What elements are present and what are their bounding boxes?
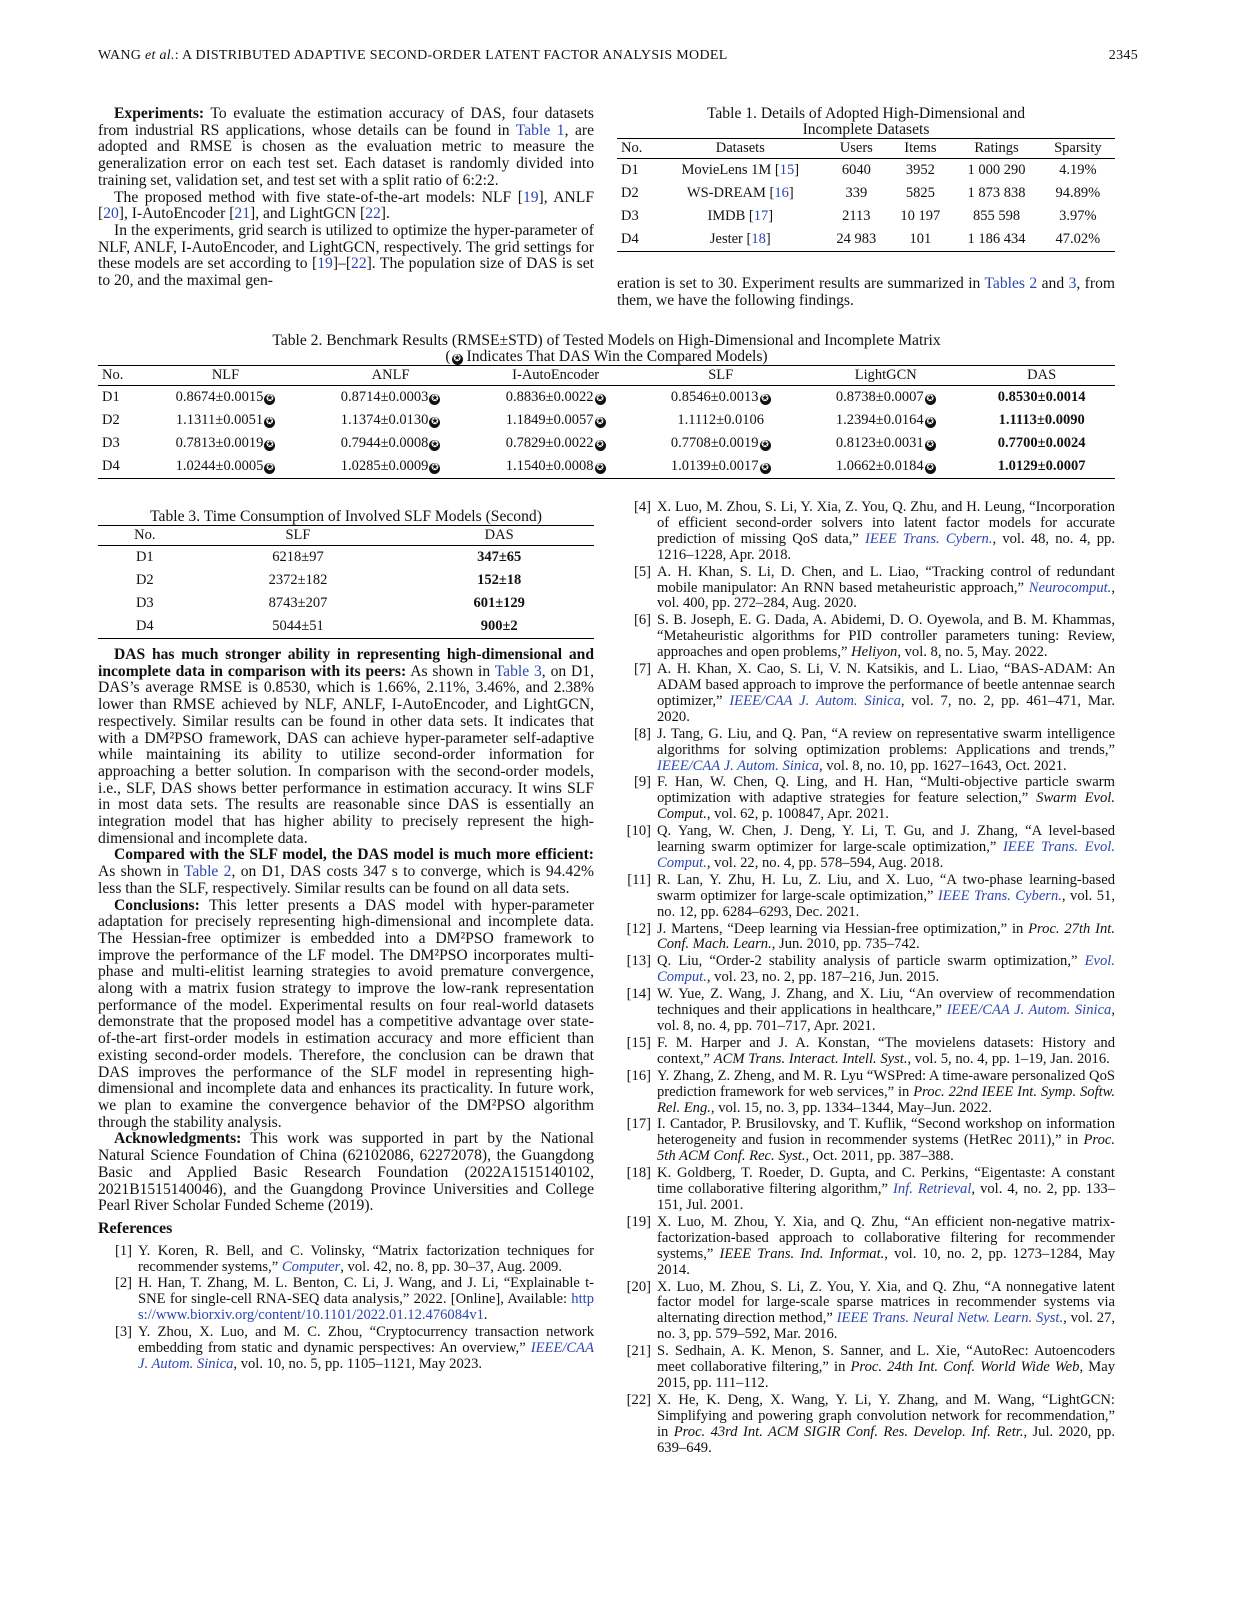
reference-item: [16] Y. Zhang, Z. Zheng, and M. R. Lyu “WSPred: A time-aware personalized QoS prediction framework for web services,” in Proc. 22nd IEEE Int. Symp. Softw. Rel. Eng., vol. 15, no. 3, pp. 1334–1344, May–Jun. 2022. <box>626 1067 1115 1116</box>
table2-header: I-AutoEncoder <box>473 366 638 386</box>
star-icon: ✪ <box>431 394 439 404</box>
table3-link[interactable]: 3 <box>1068 275 1077 292</box>
journal-link[interactable]: Inf. Retrieval <box>893 1181 972 1198</box>
reference-item: [21] S. Sedhain, A. K. Menon, S. Sanner, and L. Xie, “AutoRec: Autoencoders meet collaborative filtering,” in Proc. 24th Int. Conf. World Wide Web, May 2015, pp. 111–112. <box>626 1343 1115 1391</box>
ref-link[interactable]: 17 <box>753 208 769 224</box>
cell: 1.1849±0.0057 ✪ <box>505 412 604 428</box>
reference-item: [1] Y. Koren, R. Bell, and C. Volinsky, “Matrix factorization techniques for recommender systems,” Computer, vol. 42, no. 8, pp. 30–37, Aug. 2009. <box>114 1242 594 1275</box>
reference-item: [19] X. Luo, M. Zhou, Y. Xia, and Q. Zhu, “An efficient non-negative matrix-factorization-based approach to collaborative filtering for recommender systems,” IEEE Trans. Ind. Informat., vol. 10, no. 2, pp. 1273–1284, May 2014. <box>626 1213 1115 1278</box>
references-list-right <box>617 500 1115 1457</box>
page-number: 2345 <box>1108 48 1138 63</box>
table-row <box>98 432 1115 455</box>
journal-link[interactable]: Computer <box>281 1258 341 1275</box>
table-row <box>98 569 594 592</box>
cell: D2 <box>621 185 639 201</box>
ref-link[interactable]: 18 <box>751 231 766 247</box>
results-intro <box>617 276 1115 309</box>
table-row <box>617 228 1115 252</box>
findings-section <box>98 647 594 1374</box>
references-list-left <box>98 1244 594 1373</box>
table-row <box>617 205 1115 228</box>
table-2 <box>98 333 1115 479</box>
table3-grid <box>98 525 594 639</box>
cell: 0.7944±0.0008 ✪ <box>340 435 439 451</box>
journal-link[interactable]: IEEE/CAA J. Autom. Sinica <box>138 1340 594 1372</box>
cell: 6040 <box>841 162 871 178</box>
ref-link[interactable]: 16 <box>774 185 789 201</box>
grid-search-paragraph: In the experiments, grid search is utilized to optimize the hyper-parameter of NLF, ANLF, I-AutoEncoder, and LightGCN, respectively. The grid settings for these models are set according to [19]–[22]. The population size of DAS is set to 20, and the maximal gen- <box>98 221 594 290</box>
star-icon: ✪ <box>431 440 439 450</box>
star-icon: ✪ <box>431 463 439 473</box>
cell: 1.0129±0.0007 <box>968 455 1115 479</box>
journal-link[interactable]: Neurocomput. <box>1028 579 1112 596</box>
reference-item: [11] R. Lan, Y. Zhu, H. Lu, Z. Liu, and X. Luo, “A two-phase learning-based swarm optimizer for large-scale optimization,” IEEE Trans. Cybern., vol. 51, no. 12, pp. 6284–6293, Dec. 2021. <box>627 871 1115 920</box>
journal-link[interactable]: IEEE Trans. Evol. Comput. <box>657 839 1115 871</box>
cell: 1.1311±0.0051 ✪ <box>175 412 274 428</box>
table3-caption: Table 3. Time Consumption of Involved SLF Models (Second) <box>150 508 542 525</box>
table3-header: SLF <box>192 526 405 546</box>
reference-item: [3] Y. Zhou, X. Luo, and M. C. Zhou, “Cryptocurrency transaction network embedding from static and dynamic perspectives: An overview,” IEEE/CAA J. Autom. Sinica, vol. 10, no. 5, pp. 1105–1121, May 2023. <box>114 1324 594 1372</box>
cell: 1 000 290 <box>967 162 1026 178</box>
journal-link[interactable]: IEEE Trans. Cybern. <box>865 530 993 547</box>
cell: D1 <box>135 549 154 565</box>
conclusions: Conclusions: This letter presents a DAS model with hyper-parameter adaptation for precisely representing high-dimensional and incomplete data. The Hessian-free optimizer is embedded into a DM²PSO framework to improve the performance of the LF model. The DM²PSO incorporates multi-phase and multi-elitist learning strategies to avoid premature convergence, along with a matrix fusion strategy to improve the low-rank representation performance of the model. Experimental results on four real-world datasets demonstrate that the proposed model has a competitive advantage over state-of-the-art first-order models in estimation accuracy and more efficient than existing second-order models. Therefore, the conclusion can be drawn that DAS improves the performance of the SLF model in representing high-dimensional and incomplete data and enhances its practicality. In future work, we plan to examine the convergence behavior of the DM²PSO algorithm through the stability analysis. <box>98 896 594 1131</box>
reference-item: [4] X. Luo, M. Zhou, S. Li, Y. Xia, Z. You, Q. Zhu, and H. Leung, “Incorporation of efficient second-order solvers into latent factor models for accurate prediction of missing QoS data,” IEEE Trans. Cybern., vol. 48, no. 4, pp. 1216–1228, Apr. 2018. <box>633 499 1116 563</box>
reference-item: [22] X. He, K. Deng, X. Wang, Y. Li, Y. Zhang, and M. Wang, “LightGCN: Simplifying and powering graph convolution network for recommendation,” in Proc. 43rd Int. ACM SIGIR Conf. Res. Develop. Inf. Retr., Jul. 2020, pp. 639–649. <box>626 1391 1116 1456</box>
cell: D2 <box>135 572 154 588</box>
star-icon: ✪ <box>761 463 769 473</box>
table2-header: ANLF <box>308 366 473 386</box>
cell: 152±18 <box>477 572 522 588</box>
cell: 855 598 <box>972 208 1021 224</box>
star-icon: ✪ <box>266 440 274 450</box>
star-icon: ✪ <box>265 417 274 427</box>
cell: 0.8546±0.0013 ✪ <box>670 389 769 405</box>
cell: 1 873 838 <box>967 185 1026 201</box>
cell: D1 <box>621 162 639 178</box>
table2-link[interactable]: Tables 2 <box>984 275 1038 292</box>
cell: 0.8123±0.0031 ✪ <box>835 435 934 451</box>
cell: 0.8674±0.0015 ✪ <box>175 389 274 405</box>
table1-header: Datasets <box>656 139 824 159</box>
table-row <box>98 592 594 615</box>
table1-header: Ratings <box>952 139 1040 159</box>
cell: WS-DREAM [16] <box>686 185 794 201</box>
cell: 5044±51 <box>192 615 405 639</box>
table3-link[interactable]: Table 3 <box>494 662 542 680</box>
table2-header: NLF <box>143 366 308 386</box>
table1-link[interactable]: Table 1 <box>515 121 565 139</box>
cell: 101 <box>888 228 952 252</box>
experiments-section <box>98 106 594 290</box>
table1-grid <box>617 138 1115 252</box>
cell: 1.0662±0.0184 ✪ <box>803 455 968 479</box>
star-icon: ✪ <box>453 354 461 364</box>
table2-grid <box>98 365 1115 479</box>
star-icon: ✪ <box>926 440 934 450</box>
table-1 <box>617 106 1115 252</box>
ref-link[interactable]: 19 <box>522 188 539 206</box>
cell: MovieLens 1M [15] <box>681 162 800 178</box>
reference-item: [20] X. Luo, M. Zhou, S. Li, Z. You, Y. Xia, and Q. Zhu, “A nonnegative latent factor model for large-scale sparse matrices in recommender systems via alternating direction method,” IEEE Trans. Neural Netw. Learn. Syst., vol. 27, no. 3, pp. 579–592, Mar. 2016. <box>626 1278 1115 1343</box>
experiments-paragraph: Experiments: To evaluate the estimation accuracy of DAS, four datasets from industrial RS applications, whose details can be found in Table 1, are adopted and RMSE is chosen as the evaluation metric to measure the generalization error on each test set. Each dataset is randomly divided into training set, validation set, and test set with a split ratio of 6:2:2. <box>98 105 595 189</box>
star-icon: ✪ <box>431 417 439 427</box>
references-title: References <box>98 1219 173 1237</box>
cell: 2113 <box>842 208 871 224</box>
cell: 1.0285±0.0009 ✪ <box>308 455 473 479</box>
star-icon: ✪ <box>926 417 934 427</box>
cell: Jester [18] <box>656 228 824 252</box>
cell: 0.8738±0.0007 ✪ <box>835 389 934 405</box>
cell: 1.1112±0.0106 <box>677 412 765 428</box>
cell: 47.02% <box>1041 228 1115 252</box>
acknowledgments: Acknowledgments: This work was supported in part by the National Natural Science Foundation of China (62102086, 62272078), the Guangdong Basic and Applied Basic Research Foundation (2022A1515140102, 2021B1515140046), and the Guangdong Province Universities and College Pearl River Scholar Funded Scheme (2019). <box>98 1130 594 1215</box>
star-icon: ✪ <box>761 440 769 450</box>
table-row <box>98 455 1115 479</box>
cell: 3952 <box>905 162 935 178</box>
reference-item: [14] W. Yue, Z. Wang, J. Zhang, and X. Liu, “An overview of recommendation techniques and their applications in healthcare,” IEEE/CAA J. Autom. Sinica, vol. 8, no. 4, pp. 701–717, Apr. 2021. <box>626 986 1116 1034</box>
cell: 24 983 <box>824 228 888 252</box>
journal-link[interactable]: IEEE/CAA J. Autom. Sinica <box>657 757 819 774</box>
cell: 1.2394±0.0164 ✪ <box>835 412 934 428</box>
ref-link[interactable]: 22 <box>365 205 381 223</box>
reference-item: [13] Q. Liu, “Order-2 stability analysis of particle swarm optimization,” Evol. Comput., vol. 23, no. 2, pp. 187–216, Jun. 2015. <box>626 953 1115 986</box>
star-icon: ✪ <box>266 394 274 404</box>
table-row <box>617 159 1115 183</box>
ref-link[interactable]: 20 <box>103 205 119 223</box>
reference-item: [7] A. H. Khan, X. Cao, S. Li, V. N. Katsikis, and L. Liao, “BAS-ADAM: An ADAM based approach to improve the performance of beetle antennae search optimizer,” IEEE/CAA J. Autom. Sinica, vol. 7, no. 2, pp. 461–471, Mar. 2020. <box>633 661 1115 725</box>
journal-link[interactable]: IEEE/CAA J. Autom. Sinica <box>946 1002 1112 1019</box>
reference-item: [2] H. Han, T. Zhang, M. L. Benton, C. Li, J. Wang, and J. Li, “Explainable t-SNE for single-cell RNA-SEQ data analysis,” 2022. [Online], Available: https://www.biorxiv.org/content/10.1101/2022.01.12.476084v1. <box>114 1275 594 1324</box>
star-icon: ✪ <box>596 417 604 427</box>
cell: 347±65 <box>477 549 522 565</box>
table-row <box>617 182 1115 205</box>
ref-link[interactable]: 19 <box>317 255 333 273</box>
cell: 3.97% <box>1059 208 1097 224</box>
star-icon: ✪ <box>926 394 934 404</box>
cell: 94.89% <box>1055 185 1101 201</box>
cell: 6218±97 <box>272 549 324 565</box>
star-icon: ✪ <box>596 463 604 473</box>
cell: 339 <box>845 185 868 201</box>
star-icon: ✪ <box>266 463 274 473</box>
cell: 0.7700±0.0024 <box>997 435 1086 451</box>
table1-header: No. <box>617 139 656 159</box>
table2-header: SLF <box>638 366 803 386</box>
cell: 1.0139±0.0017 ✪ <box>638 455 803 479</box>
ref-link[interactable]: 21 <box>234 205 250 223</box>
cell: 900±2 <box>404 615 594 639</box>
table3-header: DAS <box>404 526 594 546</box>
table1-header: Items <box>888 139 952 159</box>
table2-caption: Table 2. Benchmark Results (RMSE±STD) of Tested Models on High-Dimensional and Incomplete Matrix ( ✪ Indicates That DAS Win the Compared Models) <box>272 332 941 365</box>
cell: IMDB [17] <box>707 208 774 224</box>
reference-item: [10] Q. Yang, W. Chen, J. Deng, Y. Li, T. Gu, and J. Zhang, “A level-based learning swarm optimizer for large-scale optimization,” IEEE Trans. Evol. Comput., vol. 22, no. 4, pp. 578–594, Aug. 2018. <box>626 823 1115 871</box>
table1-header: Users <box>824 139 888 159</box>
cell: 1.1113±0.0090 <box>998 412 1085 428</box>
cell: 0.8714±0.0003 ✪ <box>340 389 439 405</box>
cell: D2 <box>102 412 120 428</box>
table-row <box>98 546 594 570</box>
reference-item: [18] K. Goldberg, T. Roeder, D. Gupta, and C. Perkins, “Eigentaste: A constant time collaborative filtering algorithm,” Inf. Retrieval, vol. 4, no. 2, pp. 133–151, Jul. 2001. <box>626 1165 1115 1213</box>
table2-link[interactable]: Table 2 <box>183 863 232 881</box>
table2-header: LightGCN <box>803 366 968 386</box>
cell: 0.8836±0.0022 ✪ <box>505 389 604 405</box>
table-row <box>98 409 1115 432</box>
cell: 0.7708±0.0019 ✪ <box>670 435 769 451</box>
star-icon: ✪ <box>596 394 604 404</box>
reference-item: [5] A. H. Khan, S. Li, D. Chen, and L. Liao, “Tracking control of redundant mobile manipulator: An RNN based metaheuristic approach,” Neurocomput., vol. 400, pp. 272–284, Aug. 2020. <box>633 563 1115 612</box>
cell: D3 <box>621 208 639 224</box>
journal-link[interactable]: IEEE Trans. Neural Netw. Learn. Syst. <box>836 1310 1064 1327</box>
cell: D4 <box>98 455 143 479</box>
cell: 10 197 <box>900 208 941 224</box>
cell: 4.19% <box>1059 162 1097 178</box>
journal-link[interactable]: Evol. Comput. <box>657 953 1115 986</box>
cell: 1.1540±0.0008 ✪ <box>473 455 638 479</box>
table1-caption: Table 1. Details of Adopted High-Dimensional and Incomplete Datasets <box>706 105 1026 138</box>
journal-link[interactable]: IEEE/CAA J. Autom. Sinica <box>729 692 901 709</box>
header-title: WANG et al.: A DISTRIBUTED ADAPTIVE SECOND-ORDER LATENT FACTOR ANALYSIS MODEL <box>98 48 728 63</box>
cell: 601±129 <box>473 595 525 611</box>
results-intro-text: eration is set to 30. Experiment results are summarized in Tables 2 and 3, from them, we have the following findings. <box>617 275 1115 309</box>
table-3 <box>98 509 594 639</box>
star-icon: ✪ <box>761 394 769 404</box>
cell: D3 <box>135 595 154 611</box>
ref-link[interactable]: 15 <box>779 162 795 178</box>
cell: D4 <box>617 228 656 252</box>
cell: D3 <box>102 435 120 451</box>
star-icon: ✪ <box>596 440 604 450</box>
star-icon: ✪ <box>926 463 934 473</box>
table2-header: No. <box>98 366 143 386</box>
reference-item: [6] S. B. Joseph, E. G. Dada, A. Abidemi, D. O. Oyewola, and B. M. Khammas, “Metaheuristic algorithms for PID controller parameters tuning: Review, approaches and open problems,” Heliyon, vol. 8, no. 5, May. 2022. <box>633 612 1115 661</box>
table-row <box>98 615 594 639</box>
table2-header: DAS <box>968 366 1115 386</box>
table1-header: Sparsity <box>1041 139 1115 159</box>
cell: 0.7813±0.0019 ✪ <box>175 435 274 451</box>
cell: 1 186 434 <box>952 228 1040 252</box>
finding-2: Compared with the SLF model, the DAS model is much more efficient: As shown in Table 2, on D1, DAS costs 347 s to converge, which is 94.42% less than the SLF, respectively. Similar results can be found on all data sets. <box>98 846 594 897</box>
cell: 5825 <box>905 185 935 201</box>
cell: 1.1374±0.0130 ✪ <box>340 412 439 428</box>
table3-header: No. <box>98 526 192 546</box>
reference-item: [15] F. M. Harper and J. A. Konstan, “The movielens datasets: History and context,” ACM Trans. Interact. Intell. Syst., vol. 5, no. 4, pp. 1–19, Jan. 2016. <box>626 1034 1115 1067</box>
reference-item: [17] I. Cantador, P. Brusilovsky, and T. Kuflik, “Second workshop on information heterogeneity and fusion in recommender systems (HetRec 2011),” in Proc. 5th ACM Conf. Rec. Syst., Oct. 2011, pp. 387–388. <box>626 1116 1115 1165</box>
cell: 8743±207 <box>268 595 328 611</box>
cell: D1 <box>102 389 120 405</box>
table-row <box>98 386 1115 410</box>
journal-link[interactable]: IEEE Trans. Cybern. <box>937 887 1062 904</box>
cell: 2372±182 <box>268 572 328 588</box>
journal-link[interactable]: https://www.biorxiv.org/content/10.1101/2022.01.12.476084v1 <box>138 1291 594 1324</box>
running-header <box>98 48 1138 64</box>
finding-1: DAS has much stronger ability in representing high-dimensional and incomplete data in comparison with its peers: As shown in Table 3, on D1, DAS’s average RMSE is 0.8530, which is 1.66%, 2.11%, 3.46%, and 2.38% lower than RMSE achieved by NLF, ANLF, I-AutoEncoder, and LightGCN, respectively. Similar results can be found in other data sets. It indicates that with a DM²PSO framework, DAS can achieve hyper-parameter self-adaptive while maintaining its ability to utilize second-order information for approaching a better solution. In comparison with the second-order models, i.e., SLF, DAS shows better performance in estimation accuracy. It wins SLF in most data sets. The results are reasonable since DAS is essentially an integration model that has higher ability to precisely represent the high-dimensional and incomplete data. <box>98 646 594 847</box>
models-paragraph: The proposed method with five state-of-the-art models: NLF [19], ANLF [20], I-AutoEncoder [21], and LightGCN [22]. <box>98 188 594 223</box>
reference-item: [9] F. Han, W. Chen, Q. Ling, and H. Han, “Multi-objective particle swarm optimization with adaptive strategies for feature selection,” Swarm Evol. Comput., vol. 62, p. 100847, Apr. 2021. <box>633 774 1116 823</box>
ref-link[interactable]: 22 <box>351 255 367 273</box>
reference-item: [8] J. Tang, G. Liu, and Q. Pan, “A review on representative swarm intelligence algorithms for solving optimization problems: Applications and trends,” IEEE/CAA J. Autom. Sinica, vol. 8, no. 10, pp. 1627–1643, Oct. 2021. <box>633 725 1115 774</box>
cell: 1.0244±0.0005 ✪ <box>143 455 308 479</box>
cell: 0.8530±0.0014 <box>997 389 1086 405</box>
cell: 0.7829±0.0022 ✪ <box>505 435 604 451</box>
cell: D4 <box>98 615 192 639</box>
reference-item: [12] J. Martens, “Deep learning via Hessian-free optimization,” in Proc. 27th Int. Conf. Mach. Learn., Jun. 2010, pp. 735–742. <box>626 920 1115 953</box>
